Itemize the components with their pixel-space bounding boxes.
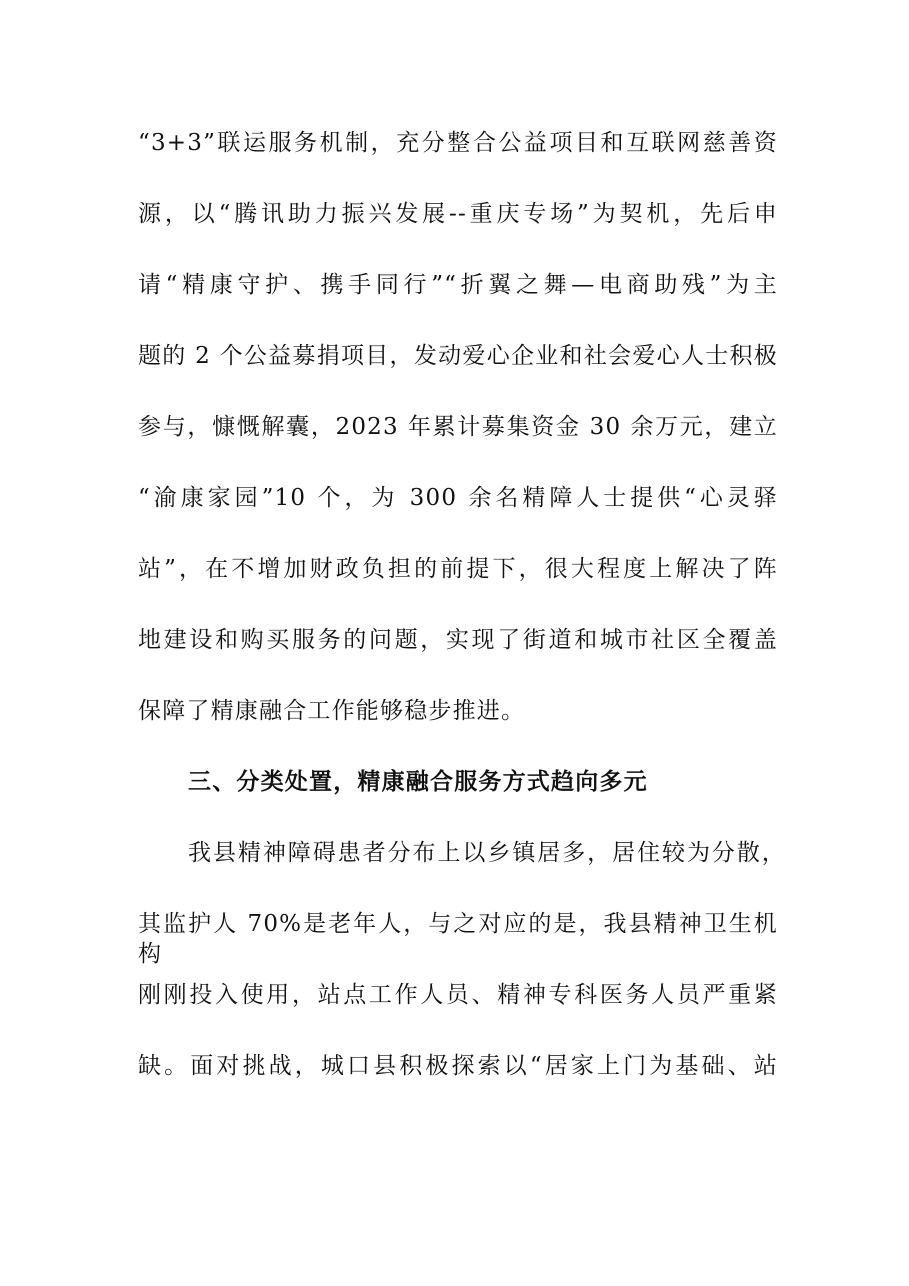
paragraph-line: 缺。面对挑战，城口县积极探索以“居家上门为基础、站 [138,1053,778,1079]
section-heading: 三、分类处置，精康融合服务方式趋向多元 [188,768,648,795]
paragraph-line: “渝康家园”10 个，为 300 余名精障人士提供“心灵驿 [138,485,778,511]
paragraph-line: 参与，慷慨解囊，2023 年累计募集资金 30 余万元，建立 [138,414,778,440]
paragraph-line: 题的 2 个公益募捐项目，发动爱心企业和社会爱心人士积极 [138,343,778,369]
paragraph-line: “3+3”联运服务机制，充分整合公益项目和互联网慈善资 [138,130,778,156]
paragraph-line: 源，以“腾讯助力振兴发展--重庆专场”为契机，先后申 [138,201,778,227]
paragraph-line: 其监护人 70%是老年人，与之对应的是，我县精神卫生机构 [138,911,778,967]
paragraph-line: 地建设和购买服务的问题，实现了街道和城市社区全覆盖 [138,627,778,653]
paragraph-line: 刚刚投入使用，站点工作人员、精神专科医务人员严重紧 [138,982,778,1008]
paragraph-line: 我县精神障碍患者分布上以乡镇居多，居住较为分散， [188,840,786,866]
paragraph-line: 保障了精康融合工作能够稳步推进。 [138,698,526,724]
paragraph-line: 站”，在不增加财政负担的前提下，很大程度上解决了阵 [138,556,778,582]
paragraph-line: 请“精康守护、携手同行”“折翼之舞—电商助残”为主 [138,272,778,298]
